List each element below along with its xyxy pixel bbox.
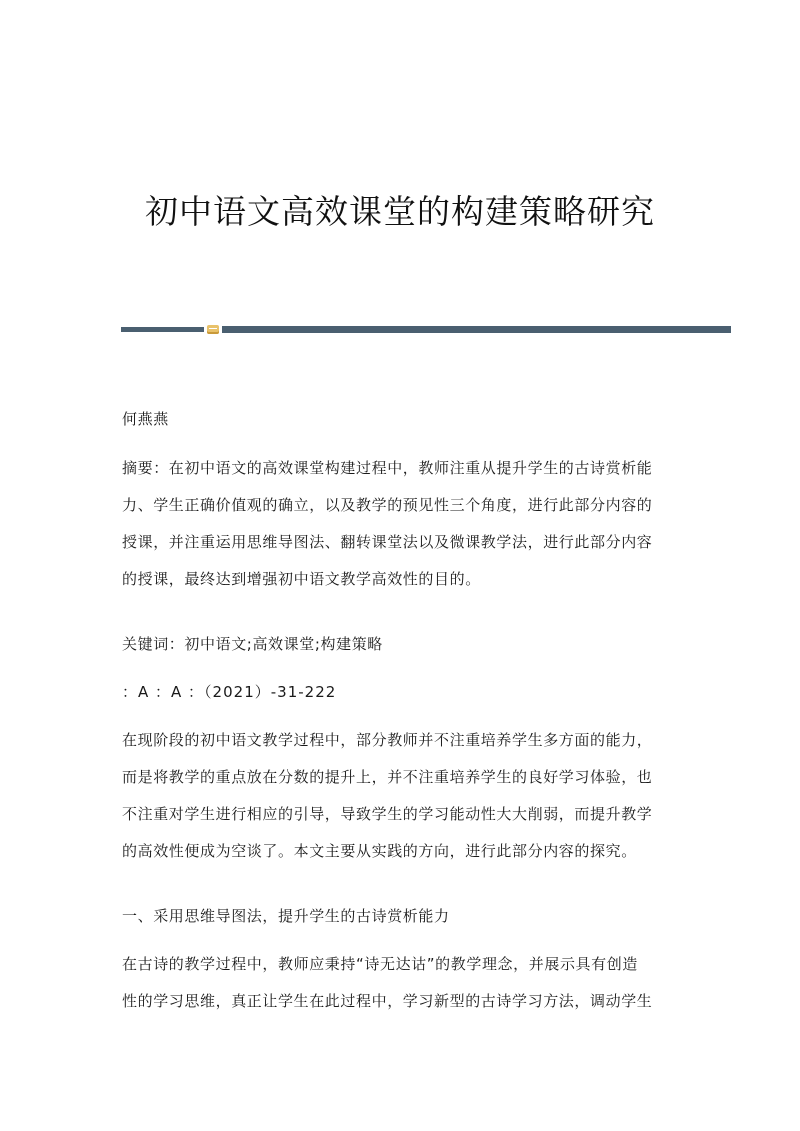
abstract-line: 授课，并注重运用思维导图法、翻转课堂法以及微课教学法，进行此部分内容	[122, 533, 653, 551]
divider-emblem-icon	[207, 325, 219, 334]
intro-paragraph	[122, 730, 682, 878]
abstract	[122, 458, 682, 606]
paragraph-line: 而是将教学的重点放在分数的提升上，并不注重培养学生的良好学习体验，也	[122, 768, 653, 786]
classification-number: ：A ：A ：（2021）-31-222	[122, 683, 337, 701]
paragraph-line: 性的学习思维，真正让学生在此过程中，学习新型的古诗学习方法，调动学生	[122, 992, 653, 1010]
section-1-paragraph	[122, 954, 682, 1028]
section-heading-1: 一、采用思维导图法，提升学生的古诗赏析能力	[122, 907, 450, 925]
author-name: 何燕燕	[122, 410, 169, 428]
abstract-line: 力、学生正确价值观的确立，以及教学的预见性三个角度，进行此部分内容的	[122, 496, 653, 514]
paragraph-line: 在现阶段的初中语文教学过程中，部分教师并不注重培养学生多方面的能力，	[122, 731, 653, 749]
divider-bar-left	[121, 327, 204, 332]
paragraph-line: 不注重对学生进行相应的引导，导致学生的学习能动性大大削弱，而提升教学	[122, 805, 653, 823]
title-divider	[121, 325, 731, 334]
keywords: 关键词：初中语文;高效课堂;构建策略	[122, 635, 383, 653]
abstract-line: 摘要：在初中语文的高效课堂构建过程中，教师注重从提升学生的古诗赏析能	[122, 459, 653, 477]
paragraph-line: 在古诗的教学过程中，教师应秉持“诗无达诂”的教学理念，并展示具有创造	[122, 955, 638, 973]
divider-bar-right	[222, 326, 731, 333]
paragraph-line: 的高效性便成为空谈了。本文主要从实践的方向，进行此部分内容的探究。	[122, 842, 637, 860]
paper-title: 初中语文高效课堂的构建策略研究	[145, 192, 655, 231]
abstract-line: 的授课，最终达到增强初中语文教学高效性的目的。	[122, 570, 481, 588]
